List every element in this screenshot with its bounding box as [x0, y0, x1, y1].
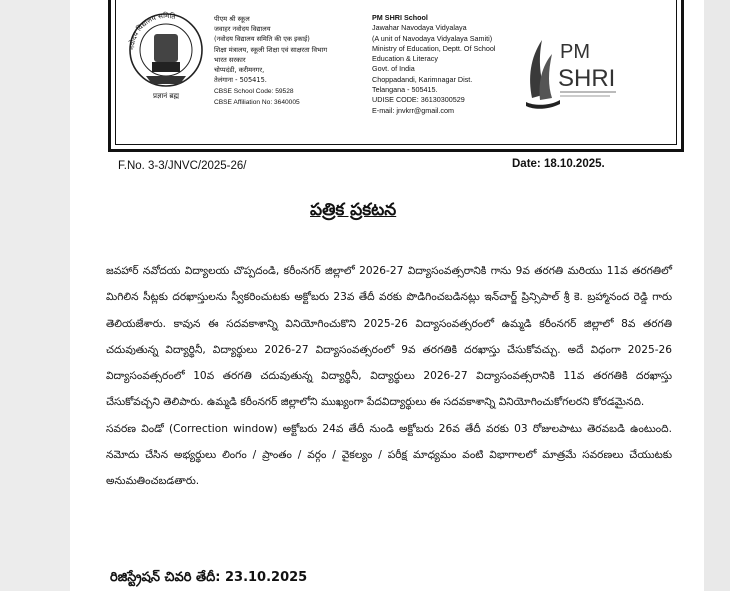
hindi-line: तेलंगाना - 505415. — [214, 76, 267, 85]
cbse-school-code: CBSE School Code: 59528 — [214, 88, 294, 96]
cbse-affiliation: CBSE Affiliation No: 3640005 — [214, 98, 300, 106]
email-address: E-mail: jnvkrr@gmail.com — [372, 105, 454, 115]
english-line: Ministry of Education, Deptt. Of School — [372, 43, 496, 53]
registration-last-date: రిజిస్ట్రేషన్ చివరి తేదీ: 23.10.2025 — [110, 570, 308, 585]
udise-code: UDISE CODE: 36130300529 — [372, 95, 465, 105]
hindi-line: जवाहर नवोदय विद्यालय — [214, 25, 271, 34]
hindi-line: (नवोदय विद्यालय समिति की एक इकाई) — [214, 35, 310, 44]
file-number: F.No. 3-3/JNVC/2025-26/ — [118, 160, 247, 172]
document-page — [70, 0, 704, 591]
jnv-motto: प्रज्ञानं ब्रह्म — [153, 92, 179, 100]
letterhead-inner-border — [115, 0, 677, 145]
english-line: Education & Literacy — [372, 54, 438, 64]
hindi-line: भारत सरकार — [214, 55, 246, 64]
english-line: Choppadandi, Karimnagar Dist. — [372, 74, 473, 84]
document-date: Date: 18.10.2025. — [512, 158, 605, 170]
jnv-emblem-arc-text: नवोदय विद्यालय समिति — [127, 11, 177, 51]
english-line: (A unit of Navodaya Vidyalaya Samiti) — [372, 33, 493, 43]
english-address-block — [372, 13, 522, 116]
body-paragraph: సవరణ విండో (Correction window) అక్టోబరు 24వ తేదీ నుండి అక్టోబరు 26వ తేదీ వరకు 03 రోజులపాటు తెరవబడి ఉంటుంది. నమోదు చేసిన అభ్యర్థులు లింగం / ప్రాంతం / వర్గం / వైకల్యం / పరీక్ష మాధ్యమం వంటి విభాగాలలో మాత్రమే సవరణలు చేయుటకు అనుమతించబడతారు. — [106, 422, 672, 488]
english-line: Jawahar Navodaya Vidyalaya — [372, 23, 467, 33]
hindi-line: पीएम श्री स्कूल — [214, 15, 250, 23]
english-line: Telangana - 505415. — [372, 85, 438, 95]
scan-right-margin — [704, 0, 730, 591]
letterhead — [108, 0, 684, 152]
pm-shri-logo — [520, 28, 620, 110]
hindi-address-block — [214, 14, 384, 108]
body-paragraph: జవహార్ నవోదయ విద్యాలయ చొప్పదండి, కరీంనగర్ జిల్లాలో 2026-27 విద్యాసంవత్సరానికి గాను 9వ తరగతి మరియు 11వ తరగతిలో మిగిలిన సీట్లకు దరఖాస్తులను స్వీకరించుటకు అక్టోబరు 23వ తేదీ వరకు పొడిగించబడినట్లు ఇన్‌చార్జ్ ప్రిన్సిపాల్ శ్రీ కె. బ్రహ్మానంద రెడ్డి గారు తెలియజేశారు. కావున ఈ సదవకాశాన్ని వినియోగించుకొని 2025-26 విద్యాసంవత్సరంలో ఉమ్మడి కరీంనగర్ జిల్లాలో 8వ తరగతి చదువుతున్న విద్యార్థినీ, విద్యార్థులు 2026-27 విద్యాసంవత్సరంలో 9వ తరగతికి దరఖాస్తు చేసుకోవచ్చు. అదే విధంగా 2025-26 విద్యాసంవత్సరంలో 10వ తరగతి చదువుతున్న విద్యార్థినీ, విద్యార్థులు 2026-27 విద్యాసంవత్సరానికి 11వ తరగతికి దరఖాస్తు చేసుకోవచ్చని తెలిపారు. ఉమ్మడి కరీంనగర్ జిల్లాలోని ముఖ్యంగా పేదవిద్యార్థులు ఈ సదవకాశాన్ని వినియోగించుకోగలరని కోరడమైనది. — [106, 265, 672, 409]
hindi-line: चोप्पदंडी, करीमनगर, — [214, 66, 265, 75]
press-release-body — [106, 258, 672, 495]
jnv-emblem-logo — [124, 4, 208, 104]
pm-logo-text: PM — [560, 41, 590, 63]
press-release-heading: పత్రిక ప్రకటన — [310, 200, 397, 220]
english-line: Govt. of India — [372, 64, 415, 74]
hindi-line: शिक्षा मंत्रालय, स्कूली शिक्षा एवं साक्षरता विभाग — [214, 45, 328, 54]
shri-logo-text: SHRI — [558, 65, 616, 92]
school-name: PM SHRI School — [372, 13, 428, 22]
scan-left-margin — [0, 0, 70, 591]
